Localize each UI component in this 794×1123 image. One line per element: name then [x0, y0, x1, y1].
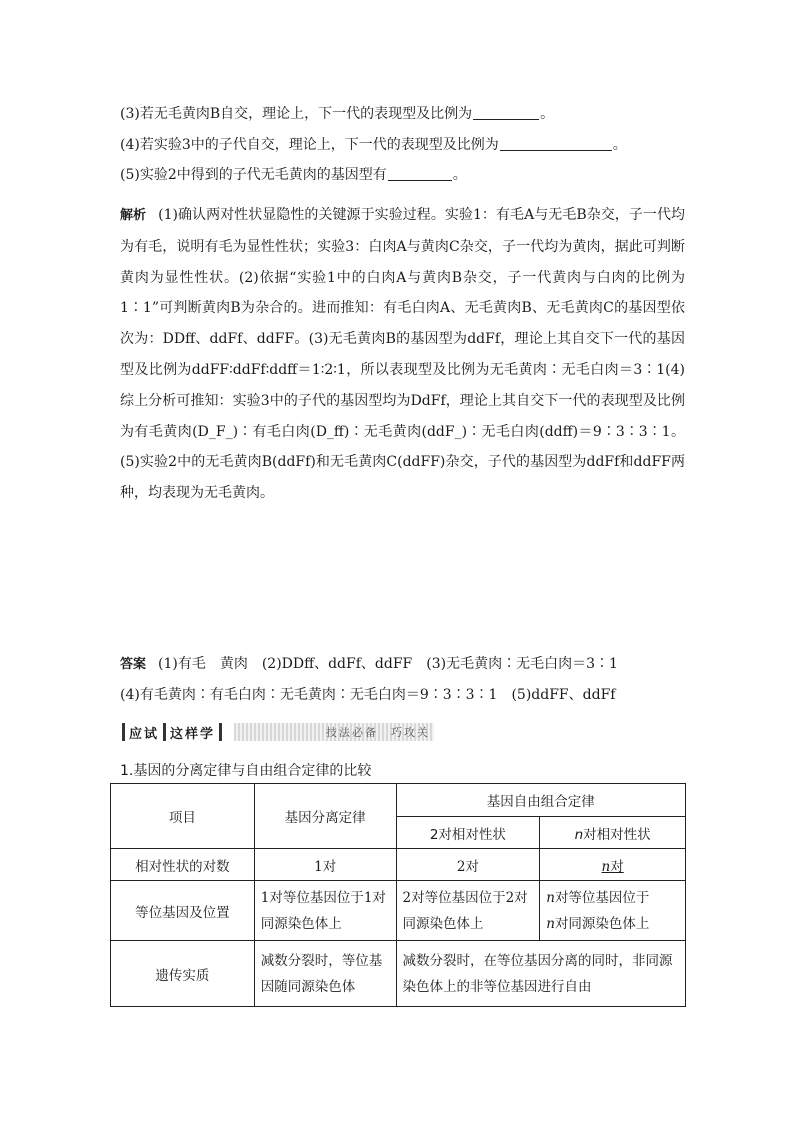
answer-label: 答案: [120, 657, 147, 672]
question-3-text: (3)若无毛黄肉B自交，理论上，下一代的表现型及比例为: [120, 106, 473, 122]
analysis-text: (1)确认两对性状显隐性的关键源于实验过程。实验1：有毛A与无毛B杂交，子一代均为有毛，说明有毛为显性性状；实验3：白肉A与黄肉C杂交，子一代均为黄肉，据此可判断黄肉为显性性状。(2)依据“实验1中的白肉A与黄肉B杂交，子一代黄肉与白肉的比例为1∶1”可判断黄肉B为杂合的。进而推知：有毛白肉A、无毛黄肉B、无毛黄肉C的基因型依次为：DDff、ddFf、ddFF。(3)无毛黄肉B的基因型为ddFf，理论上其自交下一代的基因型及比例为ddFF∶ddFf∶ddff＝1∶2∶1，所以表现型及比例为无毛黄肉∶无毛白肉＝3∶1(4)综上分析可推知：实验3中的子代的基因型均为DdFf，理论上其自交下一代的表现型及比例为有毛黄肉(D_F_)∶有毛白肉(D_ff)∶无毛黄肉(ddF_)∶无毛白肉(ddff)＝9∶3∶3∶1。(5)实验2中的无毛黄肉B(ddFf)和无毛黄肉C(ddFF)杂交，子代的基因型为ddFf和ddFF两种，均表现为无毛黄肉。: [120, 207, 685, 502]
n-variable: n: [546, 915, 555, 932]
row-label: 相对性状的对数: [111, 849, 255, 881]
cell: 1对: [254, 849, 396, 881]
row-label: 遗传实质: [111, 941, 255, 1007]
banner-bar-icon: [122, 723, 125, 741]
cell: [540, 849, 686, 881]
banner-text-2: 这样学: [170, 726, 216, 742]
question-5: [120, 165, 467, 185]
header-separation: 基因分离定律: [254, 784, 396, 849]
answer-text-1: (1)有毛 黄肉 (2)DDff、ddFf、ddFF (3)无毛黄肉∶无毛白肉＝3∶1: [158, 656, 618, 672]
section-title: 1.基因的分离定律与自由组合定律的比较: [120, 763, 372, 779]
n-variable: n: [546, 889, 555, 906]
cell: [540, 881, 686, 941]
comparison-table: [110, 783, 686, 1007]
banner-bar-icon: [219, 723, 222, 741]
header-item: 项目: [111, 784, 255, 849]
answer-blank-5[interactable]: [388, 166, 452, 181]
header-free: 基因自由组合定律: [396, 784, 686, 817]
question-4-text: (4)若实验3中的子代自交，理论上，下一代的表现型及比例为: [120, 137, 499, 153]
row-label: 等位基因及位置: [111, 881, 255, 941]
cell-rest: 对: [610, 858, 624, 875]
section-banner: [118, 721, 438, 743]
banner-bar-icon: [163, 723, 166, 741]
cell: 1对等位基因位于1对同源染色体上: [254, 881, 396, 941]
analysis-label: 解析: [120, 208, 147, 223]
table-header-row: [111, 784, 686, 817]
cell: 减数分裂时，等位基因随同源染色体: [254, 941, 396, 1007]
banner-subtitle: 技法必备 巧攻关: [326, 726, 430, 739]
analysis-paragraph: [120, 200, 685, 509]
banner-text-1: 应试: [129, 726, 160, 742]
cell-rest: 对同源染色体上: [554, 915, 650, 932]
n-variable: n: [574, 826, 584, 843]
question-4: [120, 135, 627, 155]
header-two-pairs: 2对相对性状: [396, 817, 540, 849]
question-3-end: 。: [540, 106, 555, 122]
table-row: [111, 881, 686, 941]
question-4-end: 。: [612, 137, 627, 153]
answer-line-2: [120, 685, 615, 705]
cell: 2对: [396, 849, 540, 881]
n-variable: n: [601, 858, 611, 875]
answer-blank-4[interactable]: [500, 136, 612, 151]
cell: 减数分裂时，在等位基因分离的同时，非同源染色体上的非等位基因进行自由: [396, 941, 686, 1007]
header-n-rest: 对相对性状: [583, 826, 651, 843]
header-n-pairs: [540, 817, 686, 849]
banner-label: [118, 721, 226, 743]
question-3: [120, 104, 554, 124]
table-row: [111, 941, 686, 1007]
answer-blank-3[interactable]: [473, 105, 539, 120]
answer-line-1: [120, 654, 618, 675]
question-5-end: 。: [452, 167, 467, 183]
table-row: [111, 849, 686, 881]
question-5-text: (5)实验2中得到的子代无毛黄肉的基因型有: [120, 167, 387, 183]
answer-text-2: (4)有毛黄肉∶有毛白肉∶无毛黄肉∶无毛白肉＝9∶3∶3∶1 (5)ddFF、ddFf: [120, 687, 616, 703]
cell: 2对等位基因位于2对同源染色体上: [396, 881, 540, 941]
cell-rest: 对等位基因位于: [554, 889, 650, 906]
